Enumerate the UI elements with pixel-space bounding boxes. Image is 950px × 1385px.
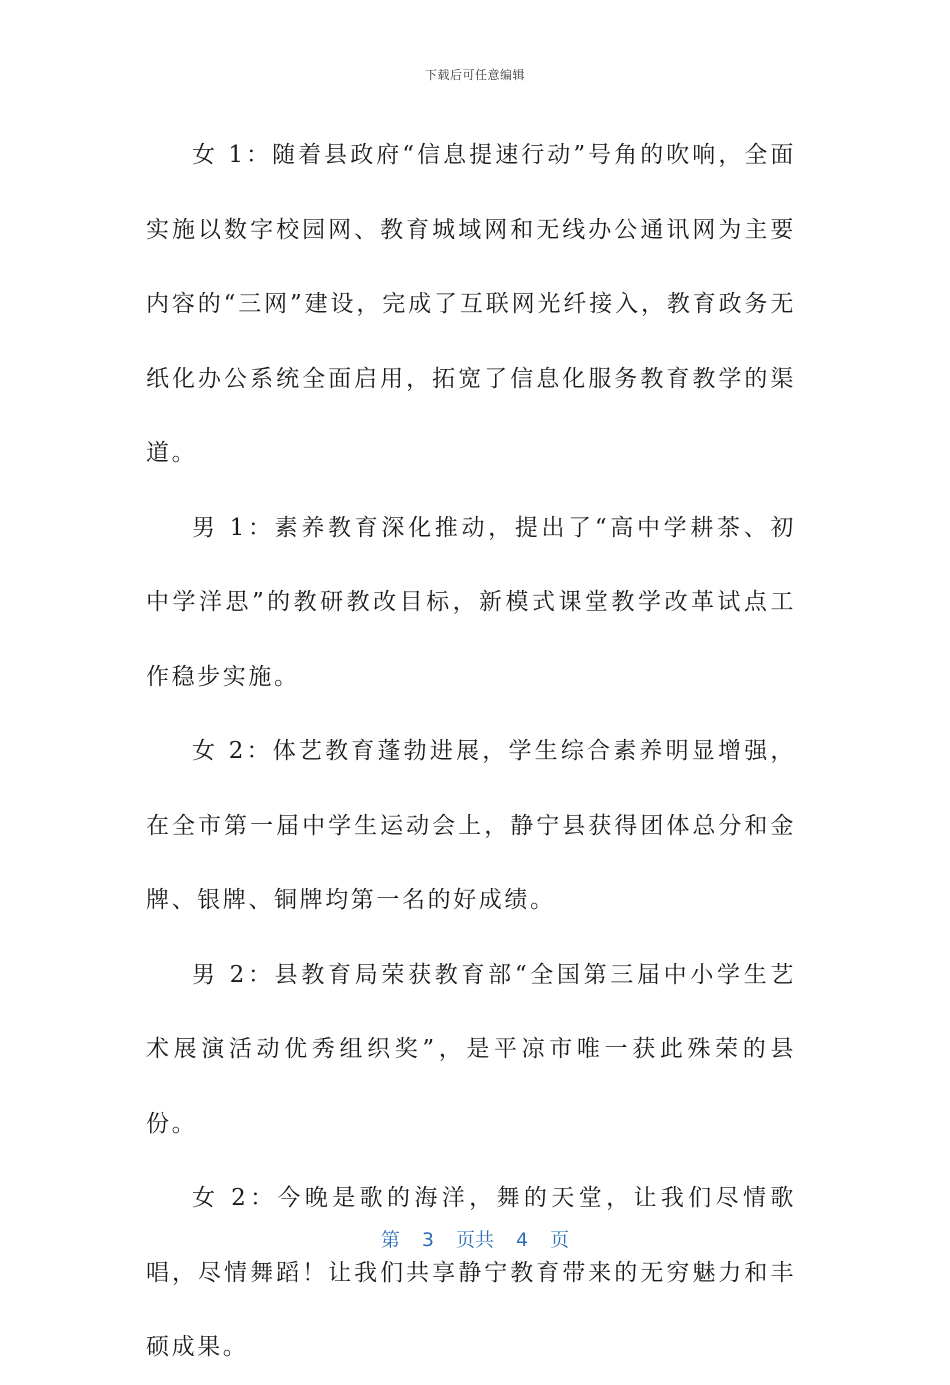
footer-prefix: 第 [380, 1229, 400, 1251]
document-body [146, 118, 796, 1385]
paragraph: 女 2：今晚是歌的海洋，舞的天堂，让我们尽情歌唱，尽情舞蹈！让我们共享静宁教育带来的无穷魅力和丰硕成果。 [146, 1185, 796, 1360]
page-footer [0, 1225, 950, 1252]
footer-middle: 页共 [455, 1229, 494, 1251]
paragraph: 女 2：体艺教育蓬勃进展，学生综合素养明显增强，在全市第一届中学生运动会上，静宁县获得团体总分和金牌、银牌、铜牌均第一名的好成绩。 [146, 738, 796, 913]
paragraph: 女 1：随着县政府“信息提速行动”号角的吹响，全面实施以数字校园网、教育城域网和无线办公通讯网为主要内容的“三网”建设，完成了互联网光纤接入，教育政务无纸化办公系统全面启用，拓宽了信息化服务教育教学的渠道。 [146, 142, 796, 466]
paragraph: 男 1：素养教育深化推动，提出了“高中学耕茶、初中学洋思”的教研教改目标，新模式课堂教学改革试点工作稳步实施。 [146, 514, 796, 690]
footer-total-pages: 4 [516, 1229, 529, 1251]
footer-suffix: 页 [550, 1229, 570, 1251]
footer-current-page: 3 [421, 1229, 434, 1251]
paragraph: 男 2：县教育局荣获教育部“全国第三届中小学生艺术展演活动优秀组织奖”，是平凉市唯一获此殊荣的县份。 [146, 961, 796, 1137]
header-note: 下载后可任意编辑 [424, 68, 525, 82]
